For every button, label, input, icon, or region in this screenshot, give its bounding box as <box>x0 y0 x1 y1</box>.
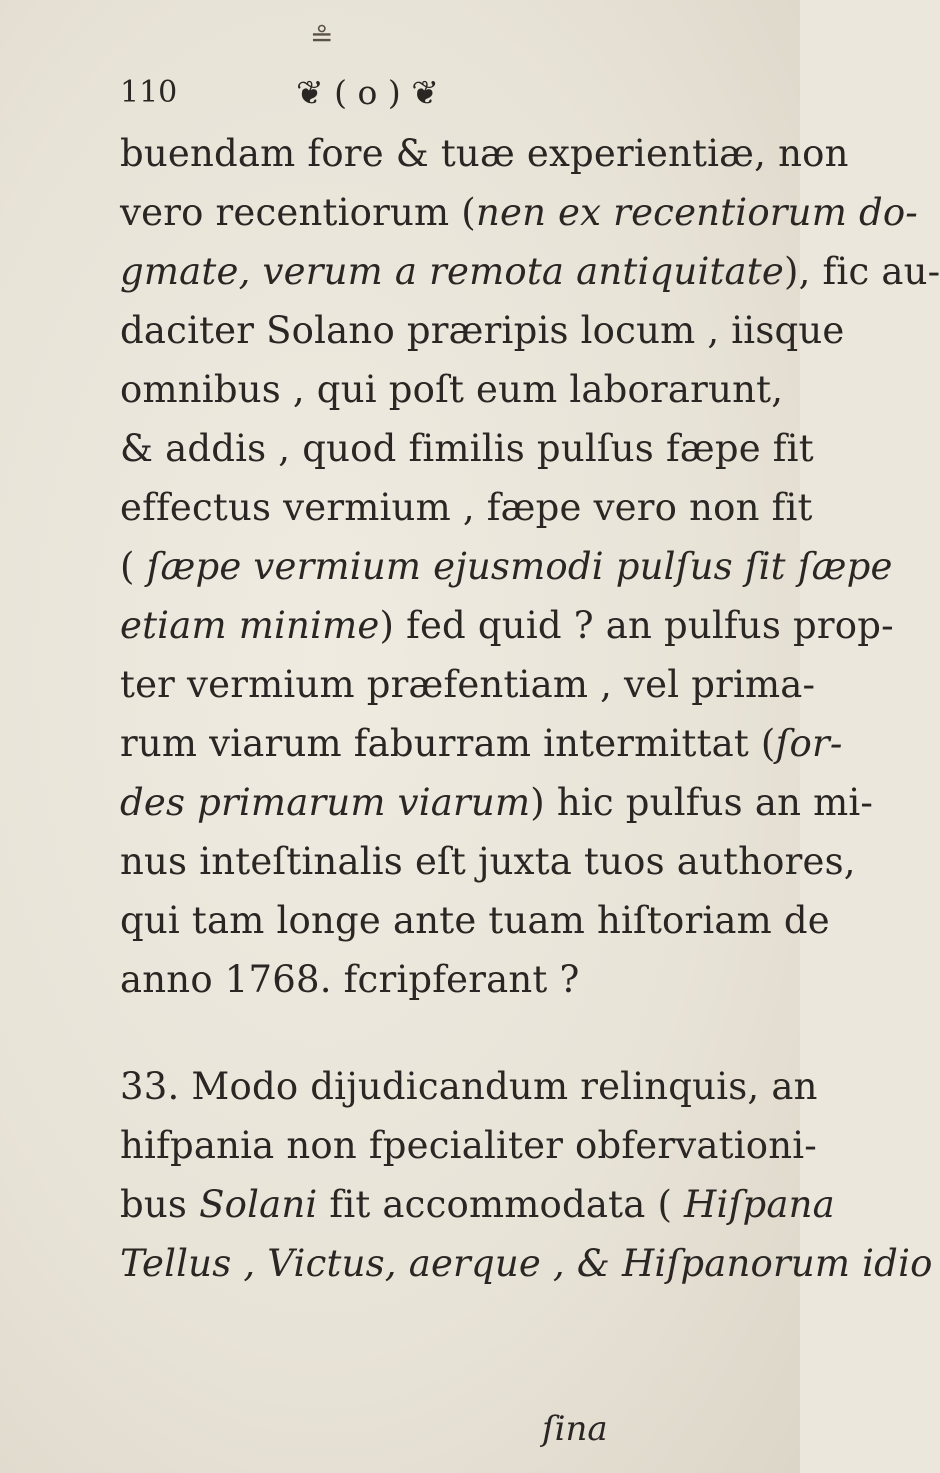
italic-text: des primarum viarum <box>120 781 531 824</box>
roman-text: ter vermium præfentiam , vel prima- <box>120 663 816 706</box>
text-line <box>120 1240 933 1288</box>
italic-text: etiam minime <box>120 604 380 647</box>
italic-text: Hiſpana <box>684 1183 835 1226</box>
text-line <box>120 1063 818 1111</box>
text-line <box>120 366 784 414</box>
text-line <box>120 130 849 178</box>
roman-text: ( <box>120 545 147 588</box>
italic-text: nen ex recentiorum do- <box>475 191 919 234</box>
text-line <box>120 897 830 945</box>
header-ornament: ❦ ( o ) ❦ <box>296 73 439 112</box>
roman-text: hifpania non fpecialiter obfervationi- <box>120 1124 817 1167</box>
italic-text: ſæpe vermium ejusmodi pulſus ſit ſæpe <box>146 545 893 588</box>
catchword: ſina <box>542 1409 608 1449</box>
italic-text: gmate, verum a remota antiquitate <box>120 250 784 293</box>
roman-text: daciter Solano præripis locum , iisque <box>120 309 845 352</box>
text-line <box>120 661 816 709</box>
roman-text: effectus vermium , fæpe vero non fit <box>120 486 813 529</box>
text-line <box>120 189 919 237</box>
roman-text: 33. Modo dijudicandum relinquis, an <box>120 1065 818 1108</box>
roman-text: ) fed quid ? an pulfus prop- <box>379 604 894 647</box>
text-line <box>120 838 856 886</box>
roman-text: fit accommodata ( <box>317 1183 685 1226</box>
roman-text: nus inteſtinalis eſt juxta tuos authores, <box>120 840 856 883</box>
roman-text: vero recentiorum ( <box>120 191 476 234</box>
roman-text: ), fic au- <box>783 250 940 293</box>
page-number: 110 <box>120 75 178 110</box>
text-line <box>120 543 893 591</box>
text-line <box>120 779 874 827</box>
text-line <box>120 1122 817 1170</box>
italic-text: ſor- <box>775 722 843 765</box>
text-line <box>120 602 894 650</box>
roman-text: omnibus , qui poſt eum laborarunt, <box>120 368 784 411</box>
text-line <box>120 1181 835 1229</box>
text-line <box>120 307 845 355</box>
text-line <box>120 720 843 768</box>
text-line <box>120 425 814 473</box>
roman-text: bus <box>120 1183 200 1226</box>
printer-mark-icon: ≗ <box>310 20 334 53</box>
running-header <box>120 20 540 118</box>
text-line <box>120 956 760 1004</box>
roman-text: anno 1768. fcripferant ? <box>120 958 580 1001</box>
roman-text: buendam fore & tuæ experientiæ, non <box>120 132 849 175</box>
text-line <box>120 484 813 532</box>
roman-text: rum viarum faburram intermittat ( <box>120 722 776 765</box>
roman-text: qui tam longe ante tuam hiſtoriam de <box>120 899 830 942</box>
text-line <box>120 248 940 296</box>
italic-text: Tellus , Victus, aerque , & Hiſpanorum idio <box>120 1242 933 1285</box>
italic-text: Solani <box>199 1183 318 1226</box>
roman-text: & addis , quod fimilis pulſus fæpe fit <box>120 427 814 470</box>
roman-text: ) hic pulfus an mi- <box>530 781 874 824</box>
